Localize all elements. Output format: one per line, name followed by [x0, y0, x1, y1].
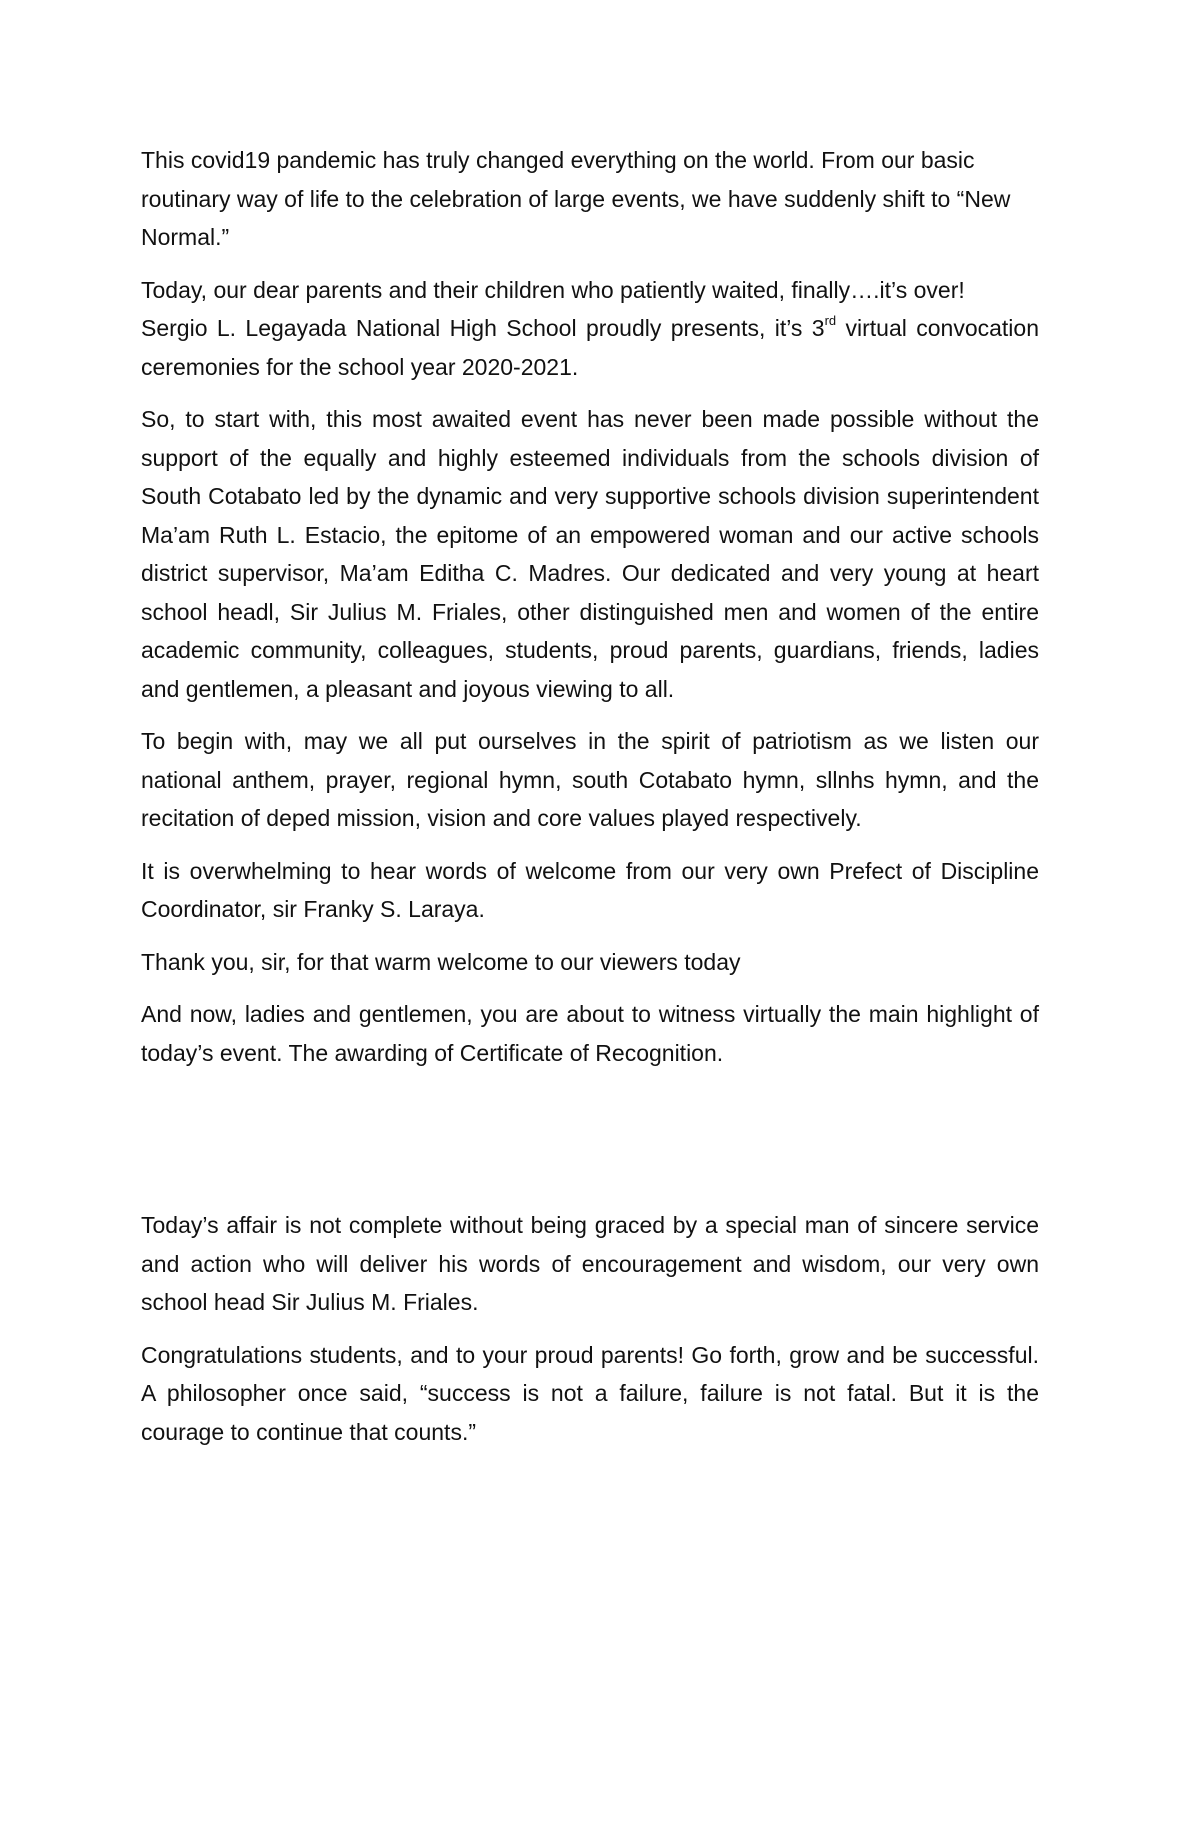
paragraph-acknowledgements: So, to start with, this most awaited event has never been made possible without the support of the equally and highly esteemed individuals from the schools division of South Cotabato led by the dynamic and very supportive schools division superintendent Ma’am Ruth L. Estacio, the epitome of an empowered woman and our active schools district supervisor, Ma’am Editha C. Madres. Our dedicated and very young at heart school headl, Sir Julius M. Friales, other distinguished men and women of the entire academic community, colleagues, students, proud parents, guardians, friends, ladies and gentlemen, a pleasant and joyous viewing to all.	[141, 406, 1039, 702]
paragraph-awarding: And now, ladies and gentlemen, you are about to witness virtually the main highlight of today’s event. The awarding of Certificate of Recognition.	[141, 1001, 1039, 1066]
paragraph-convocation-announcement	[141, 271, 1039, 387]
paragraph-line-presents: Sergio L. Legayada National High School proudly presents, it’s 3	[141, 315, 825, 341]
paragraph-patriotism: To begin with, may we all put ourselves in the spirit of patriotism as we listen our national anthem, prayer, regional hymn, south Cotabato hymn, sllnhs hymn, and the recitation of deped mission, vision and core values played respectively.	[141, 728, 1039, 831]
paragraph-line-ceremonies: virtual convocation ceremonies for the school year 2020-2021.	[141, 315, 1039, 380]
paragraph-welcome-words: It is overwhelming to hear words of welcome from our very own Prefect of Discipline Coordinator, sir Franky S. Laraya.	[141, 857, 1039, 922]
paragraph-thank-you: Thank you, sir, for that warm welcome to our viewers today	[141, 948, 741, 975]
paragraph-line-over: Today, our dear parents and their children who patiently waited, finally….it’s over!	[141, 276, 965, 303]
paragraph-congratulations: Congratulations students, and to your proud parents! Go forth, grow and be successful. A philosopher once said, “success is not a failure, failure is not fatal. But it is the courage to continue that counts.”	[141, 1341, 1039, 1445]
document-body	[141, 141, 1039, 1451]
paragraph-pandemic-intro: This covid19 pandemic has truly changed everything on the world. From our basic routinary way of life to the celebration of large events, we have suddenly shift to “New Normal.”	[141, 147, 1011, 250]
ordinal-superscript: rd	[824, 313, 837, 329]
paragraph-school-head-message: Today’s affair is not complete without being graced by a special man of sincere service and action who will deliver his words of encouragement and wisdom, our very own school head Sir Julius M. Friales.	[141, 1212, 1039, 1315]
